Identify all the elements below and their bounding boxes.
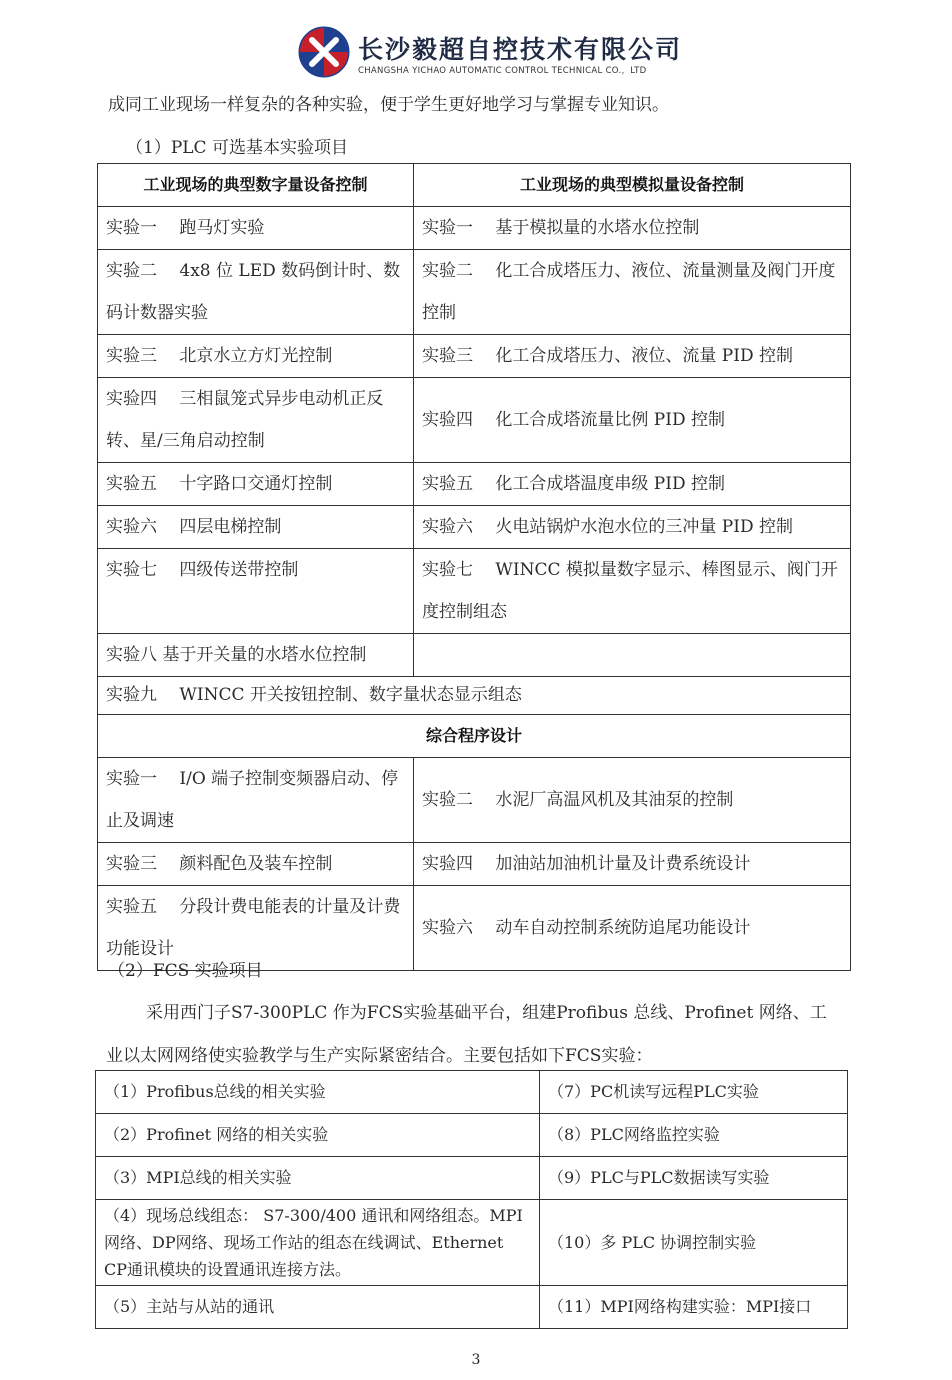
table-cell: 实验四 化工合成塔流量比例 PID 控制 bbox=[414, 378, 851, 463]
fcs-experiment-table bbox=[95, 1070, 848, 1329]
table-cell: 实验三 化工合成塔压力、液位、流量 PID 控制 bbox=[414, 335, 851, 378]
table-row bbox=[96, 1114, 848, 1157]
comprehensive-design-title: 综合程序设计 bbox=[98, 715, 851, 758]
table-row bbox=[98, 250, 851, 335]
table-cell: 实验五 十字路口交通灯控制 bbox=[98, 463, 414, 506]
table-row bbox=[98, 758, 851, 843]
table-cell: 实验七 WINCC 模拟量数字显示、棒图显示、阀门开度控制组态 bbox=[414, 549, 851, 634]
page-number: 3 bbox=[471, 1352, 481, 1368]
table-row bbox=[98, 463, 851, 506]
table-row bbox=[96, 1200, 848, 1286]
table-cell: 实验一 基于模拟量的水塔水位控制 bbox=[414, 207, 851, 250]
company-name-cn: 长沙毅超自控技术有限公司 bbox=[358, 35, 683, 64]
table-cell: 实验一 I/O 端子控制变频器启动、停止及调速 bbox=[98, 758, 414, 843]
table-row bbox=[98, 843, 851, 886]
section2-title: （2）FCS 实验项目 bbox=[108, 961, 263, 981]
table-row bbox=[96, 1286, 848, 1329]
table-cell: （5）主站与从站的通讯 bbox=[96, 1286, 540, 1329]
table-row bbox=[98, 207, 851, 250]
table-cell bbox=[414, 634, 851, 677]
table-cell: 实验六 四层电梯控制 bbox=[98, 506, 414, 549]
column-header-analog: 工业现场的典型模拟量设备控制 bbox=[414, 164, 851, 207]
table-cell: 实验二 化工合成塔压力、液位、流量测量及阀门开度控制 bbox=[414, 250, 851, 335]
table-cell: 实验七 四级传送带控制 bbox=[98, 549, 414, 634]
table-cell: 实验四 三相鼠笼式异步电动机正反转、星/三角启动控制 bbox=[98, 378, 414, 463]
table-cell: 实验四 加油站加油机计量及计费系统设计 bbox=[414, 843, 851, 886]
table-cell: 实验二 4x8 位 LED 数码倒计时、数码计数器实验 bbox=[98, 250, 414, 335]
table-row bbox=[98, 634, 851, 677]
table-cell: （9）PLC与PLC数据读写实验 bbox=[540, 1157, 848, 1200]
table-cell: （10）多 PLC 协调控制实验 bbox=[540, 1200, 848, 1286]
table-cell: 实验八 基于开关量的水塔水位控制 bbox=[98, 634, 414, 677]
table-cell: （1）Profibus总线的相关实验 bbox=[96, 1071, 540, 1114]
table-cell: 实验三 北京水立方灯光控制 bbox=[98, 335, 414, 378]
table-row bbox=[98, 335, 851, 378]
table-cell: （3）MPI总线的相关实验 bbox=[96, 1157, 540, 1200]
company-name-en: CHANGSHA YICHAO AUTOMATIC CONTROL TECHNICAL CO.，LTD bbox=[358, 66, 647, 76]
table-cell: （7）PC机读写远程PLC实验 bbox=[540, 1071, 848, 1114]
table-cell: （11）MPI网络构建实验：MPI接口 bbox=[540, 1286, 848, 1329]
table-row bbox=[98, 378, 851, 463]
column-header-digital: 工业现场的典型数字量设备控制 bbox=[98, 164, 414, 207]
page-header bbox=[298, 26, 683, 82]
plc-experiment-table bbox=[97, 163, 851, 971]
table-cell: 实验三 颜料配色及装车控制 bbox=[98, 843, 414, 886]
table-cell: （8）PLC网络监控实验 bbox=[540, 1114, 848, 1157]
table-row bbox=[98, 549, 851, 634]
section1-title: （1）PLC 可选基本实验项目 bbox=[126, 138, 348, 158]
company-logo-icon bbox=[298, 26, 350, 78]
table-cell: 实验五 分段计费电能表的计量及计费功能设计 bbox=[98, 886, 414, 971]
table-row bbox=[96, 1071, 848, 1114]
table-cell: （4）现场总线组态： S7-300/400 通讯和网络组态。MPI网络、DP网络、现场工作站的组态在线调试、Ethernet CP通讯模块的设置通讯连接方法。 bbox=[96, 1200, 540, 1286]
table-row bbox=[98, 677, 851, 715]
table-cell: 实验五 化工合成塔温度串级 PID 控制 bbox=[414, 463, 851, 506]
fcs-paragraph-line-1: 采用西门子S7-300PLC 作为FCS实验基础平台，组建Profibus 总线、Profinet 网络、工 bbox=[146, 1003, 827, 1023]
table-cell: 实验一 跑马灯实验 bbox=[98, 207, 414, 250]
table-cell: 实验六 火电站锅炉水泡水位的三冲量 PID 控制 bbox=[414, 506, 851, 549]
table-cell: 实验六 动车自动控制系统防追尾功能设计 bbox=[414, 886, 851, 971]
table-cell-full: 实验九 WINCC 开关按钮控制、数字量状态显示组态 bbox=[98, 677, 851, 715]
intro-line: 成同工业现场一样复杂的各种实验，便于学生更好地学习与掌握专业知识。 bbox=[108, 95, 669, 115]
fcs-paragraph-line-2: 业以太网网络使实验教学与生产实际紧密结合。主要包括如下FCS实验： bbox=[106, 1046, 653, 1066]
table-cell: （2）Profinet 网络的相关实验 bbox=[96, 1114, 540, 1157]
table-cell: 实验二 水泥厂高温风机及其油泵的控制 bbox=[414, 758, 851, 843]
section-header-row bbox=[98, 715, 851, 758]
table-row bbox=[96, 1157, 848, 1200]
table-row bbox=[98, 506, 851, 549]
table-header-row bbox=[98, 164, 851, 207]
